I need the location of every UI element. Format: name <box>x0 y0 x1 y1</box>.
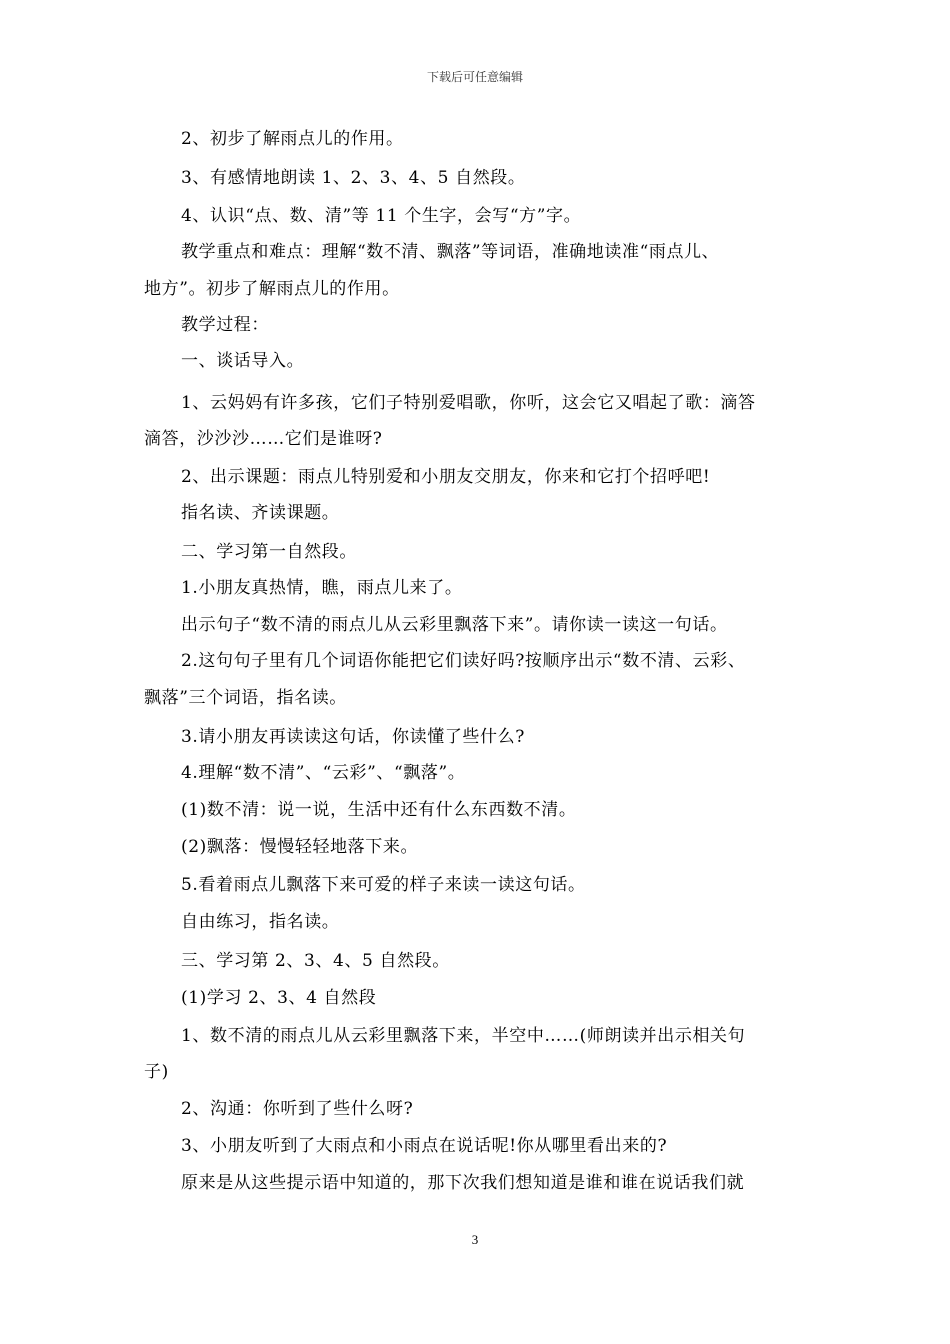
text-line: 5.看着雨点儿飘落下来可爱的样子来读一读这句话。 <box>181 875 586 895</box>
text-line: 4.理解“数不清”、“云彩”、“飘落”。 <box>181 763 466 783</box>
text-line: 3、有感情地朗读 1、2、3、4、5 自然段。 <box>181 168 526 188</box>
text-line: 1、数不清的雨点儿从云彩里飘落下来，半空中……(师朗读并出示相关句 <box>181 1026 746 1046</box>
text-line: 出示句子“数不清的雨点儿从云彩里飘落下来”。请你读一读这一句话。 <box>181 615 728 635</box>
header-divider <box>150 92 800 93</box>
text-line: (1)学习 2、3、4 自然段 <box>181 988 377 1008</box>
text-line: (2)飘落：慢慢轻轻地落下来。 <box>181 837 419 857</box>
text-line: 飘落”三个词语，指名读。 <box>144 688 347 708</box>
text-line: 自由练习，指名读。 <box>181 912 340 932</box>
text-line: 3.请小朋友再读读这句话，你读懂了些什么? <box>181 727 525 747</box>
page-number: 3 <box>471 1232 479 1247</box>
text-line: 4、认识“点、数、清”等 11 个生字，会写“方”字。 <box>181 206 582 226</box>
text-line: 2.这句句子里有几个词语你能把它们读好吗?按顺序出示“数不清、云彩、 <box>181 651 746 671</box>
text-line: 滴答，沙沙沙……它们是谁呀? <box>144 429 383 449</box>
text-line: (1)数不清：说一说，生活中还有什么东西数不清。 <box>181 800 577 820</box>
text-line: 原来是从这些提示语中知道的，那下次我们想知道是谁和谁在说话我们就 <box>181 1173 745 1193</box>
text-line: 1.小朋友真热情，瞧，雨点儿来了。 <box>181 578 463 598</box>
text-line: 三、学习第 2、3、4、5 自然段。 <box>181 951 450 971</box>
text-line: 2、出示课题：雨点儿特别爱和小朋友交朋友，你来和它打个招呼吧! <box>181 467 711 487</box>
text-line: 教学过程： <box>181 315 269 335</box>
text-line: 1、云妈妈有许多孩，它们子特别爱唱歌，你听，这会它又唱起了歌：滴答 <box>181 393 756 413</box>
page-header: 下载后可任意编辑 <box>426 70 523 84</box>
text-line: 一、谈话导入。 <box>181 351 305 371</box>
text-line: 地方”。初步了解雨点儿的作用。 <box>144 279 400 299</box>
text-line: 3、小朋友听到了大雨点和小雨点在说话呢!你从哪里看出来的? <box>181 1136 668 1156</box>
text-line: 2、沟通：你听到了些什么呀? <box>181 1099 414 1119</box>
text-line: 二、学习第一自然段。 <box>181 542 357 562</box>
text-line: 指名读、齐读课题。 <box>181 503 340 523</box>
text-line: 教学重点和难点：理解“数不清、飘落”等词语，准确地读准“雨点儿、 <box>181 242 720 262</box>
text-line: 2、初步了解雨点儿的作用。 <box>181 129 404 149</box>
text-line: 子) <box>144 1062 169 1082</box>
